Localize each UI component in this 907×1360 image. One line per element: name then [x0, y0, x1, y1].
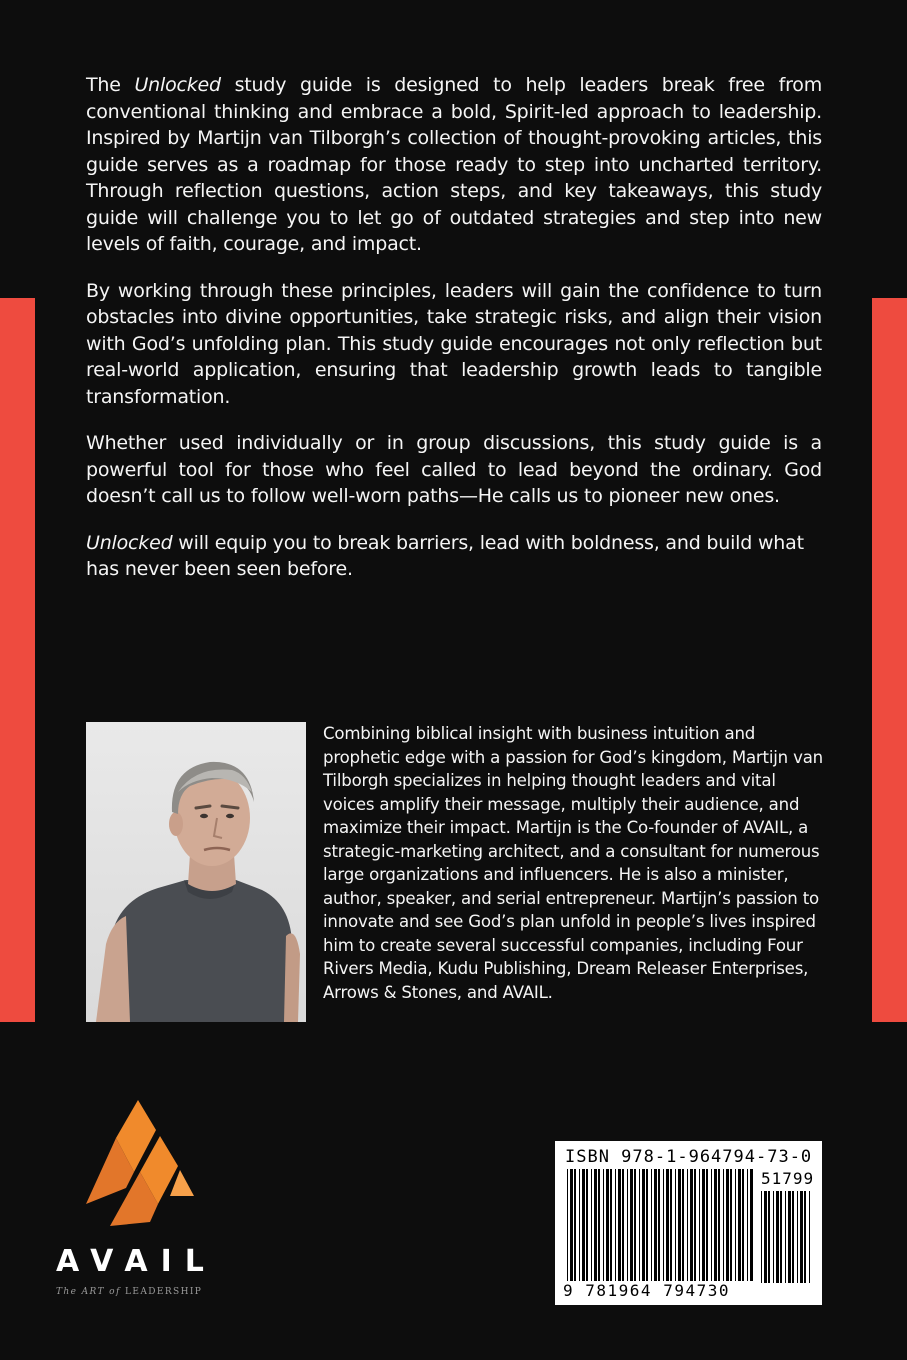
blurb-paragraph-2: By working through these principles, leaders will gain the confidence to turn obstacles into divine opportunities, take strategic risks, and align their vision with God’s unfolding plan. This study guide encourages not only reflection but real-world application, ensuring that leadership growth leads to tangible transformation.: [86, 279, 822, 408]
blurb-paragraph-3: Whether used individually or in group discussions, this study guide is a powerful tool for those who feel called to lead beyond the ordinary. God doesn’t call us to follow well-worn paths—He calls us to pioneer new ones.: [86, 432, 822, 507]
ean-digits: 9 781964 794730: [563, 1281, 730, 1300]
avail-logo: [56, 1100, 236, 1297]
blurb-paragraph-1: The Unlocked study guide is designed to help leaders break free from conventional thinking and embrace a bold, Spirit-led approach to leadership. Inspired by Martijn van Tilborgh’s collection of thought-provoking articles, this guide serves as a roadmap for those ready to step into uncharted territory. Through reflection questions, action steps, and key takeaways, this study guide will challenge you to let go of outdated strategies and step into new levels of faith, courage, and impact.: [86, 74, 823, 255]
blurb-paragraph-4: Unlocked will equip you to break barriers, lead with boldness, and build what has never been seen before.: [86, 531, 804, 580]
isbn-number: ISBN 978-1-964794-73-0: [565, 1147, 813, 1167]
avail-tagline: The ART of LEADERSHIP: [56, 1287, 203, 1297]
back-cover-blurb: [86, 72, 822, 603]
avail-logo-mark-icon: [86, 1100, 194, 1226]
avail-wordmark: AVAIL: [56, 1244, 217, 1279]
right-accent-bar: [872, 298, 907, 1022]
book-title-italic: Unlocked: [134, 74, 221, 96]
left-accent-bar: [0, 298, 35, 1022]
isbn-barcode: [555, 1141, 822, 1305]
book-title-italic: Unlocked: [86, 531, 173, 554]
price-code: 51799: [761, 1169, 815, 1188]
author-bio: Combining biblical insight with business intuition and prophetic edge with a passion for God’s kingdom, Martijn van Tilborgh specializes in helping thought leaders and vital voices amplify their message, multiply their audience, and maximize their impact. Martijn is the Co-founder of AVAIL, a strategic-marketing architect, and a consultant for numerous large organizations and influencers. He is also a minister, author, speaker, and serial entrepreneur. Martijn’s passion to innovate and see God’s plan unfold in people’s lives inspired him to create several successful companies, including Four Rivers Media, Kudu Publishing, Dream Releaser Enterprises, Arrows & Stones, and AVAIL.: [323, 724, 823, 1002]
author-photo: [86, 722, 306, 1022]
